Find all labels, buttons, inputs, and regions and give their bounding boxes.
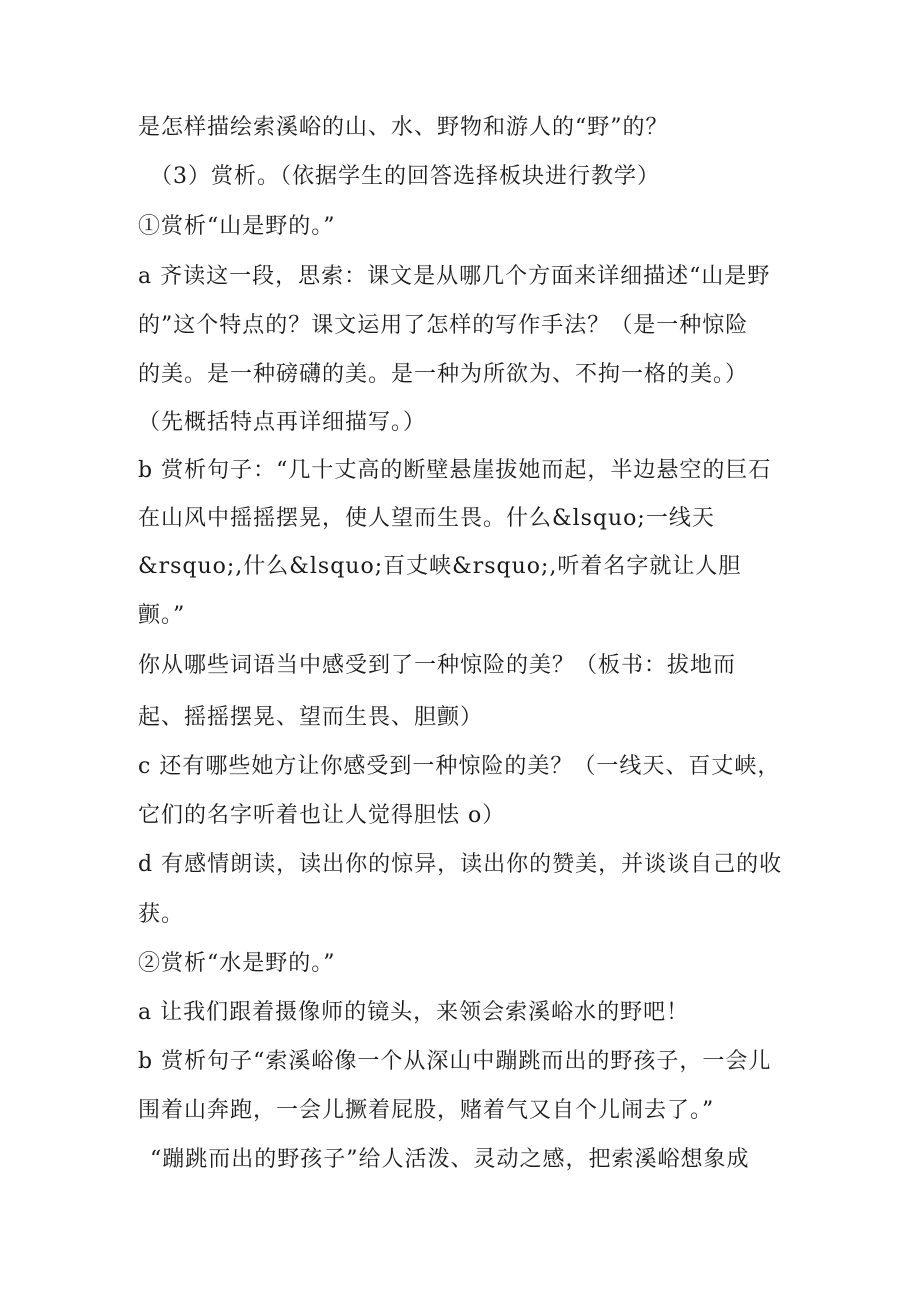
text-line: 获。 [138, 902, 185, 927]
text-line: 起、摇摇摆晃、望而生畏、胆颤） [138, 705, 484, 730]
text-line: （3）赏析。（依据学生的回答选择板块进行教学） [150, 164, 660, 189]
text-line: b 赏析句子：“几十丈高的断壁悬崖拔她而起，半边悬空的巨石 [138, 458, 772, 483]
text-line: “蹦跳而出的野孩子”给人活泼、灵动之感，把索溪峪想象成 [150, 1147, 750, 1172]
text-line: 的”这个特点的？课文运用了怎样的写作手法？（是一种惊险 [138, 313, 749, 338]
text-line: （先概括特点再详细描写。） [138, 410, 427, 435]
text-line: 围着山奔跑，一会儿撅着屁股，赌着气又自个儿闹去了。” [138, 1098, 715, 1123]
text-line: 的美。是一种磅礴的美。是一种为所欲为、不拘一格的美。） [138, 362, 749, 387]
text-line: &rsquo;,什么&lsquo;百丈峡&rsquo;,听着名字就让人胆 [138, 554, 742, 579]
text-line: 你从哪些词语当中感受到了一种惊险的美？（板书：拔地而 [138, 653, 737, 678]
text-line: a 齐读这一段，思索：课文是从哪几个方面来详细描述“山是野 [138, 264, 771, 289]
text-line: 它们的名字听着也让人觉得胆怯 o） [138, 803, 506, 828]
text-line: 颤。” [138, 603, 186, 628]
text-line: c 还有哪些她方让你感受到一种惊险的美？（一线天、百丈峡， [138, 754, 781, 779]
text-line: 在山风中摇摇摆晃，使人望而生畏。什么&lsquo;一线天 [138, 506, 715, 531]
text-line: ①赏析“山是野的。” [138, 214, 336, 239]
text-line: d 有感情朗读，读出你的惊异，读出你的赞美，并谈谈自己的收 [138, 852, 783, 877]
text-line: b 赏析句子“索溪峪像一个从深山中蹦跳而出的野孩子，一会儿 [138, 1049, 772, 1074]
text-line: ②赏析“水是野的。” [138, 951, 336, 976]
text-line: 是怎样描绘索溪峪的山、水、野物和游人的“野”的？ [138, 115, 669, 140]
text-line: a 让我们跟着摄像师的镜头，来领会索溪峪水的野吧！ [138, 1000, 690, 1025]
